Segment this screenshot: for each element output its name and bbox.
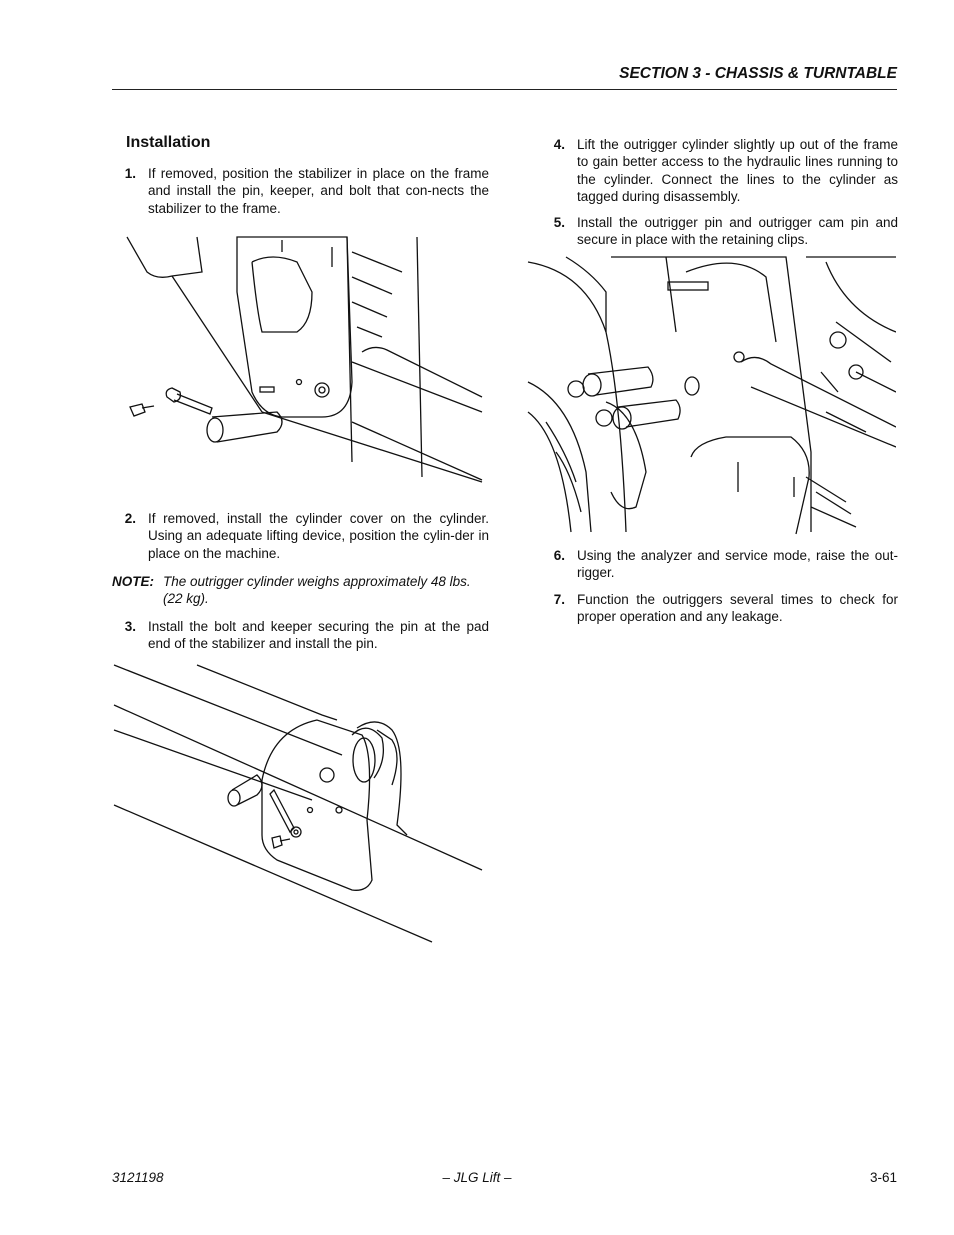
step-text: If removed, position the stabilizer in place on the frame and install the pin, keeper, and bolt that con-nects the stabilizer to the frame.	[148, 166, 489, 216]
step-1	[112, 165, 489, 217]
figure-pad-end-pin	[112, 660, 492, 945]
step-number: 2.	[124, 511, 136, 526]
figure-stabilizer-pin	[112, 232, 492, 492]
step-text: Lift the outrigger cylinder slightly up out of the frame to gain better access to the hydraulic lines running to the cylinder. Connect the lines to the cylinder as tagged during disassembly.	[577, 137, 898, 205]
step-number: 3.	[124, 619, 136, 634]
step-4	[541, 136, 898, 206]
footer-brand: – JLG Lift –	[442, 1170, 512, 1185]
step-number: 7.	[553, 592, 565, 607]
note-label: NOTE:	[112, 574, 154, 589]
step-6	[541, 547, 898, 582]
header-rule	[112, 89, 897, 90]
step-text: Install the bolt and keeper securing the pin at the pad end of the stabilizer and install the pin.	[148, 619, 489, 652]
step-number: 6.	[553, 548, 565, 563]
step-3	[112, 618, 489, 653]
step-5	[541, 214, 898, 249]
step-number: 1.	[124, 166, 136, 181]
step-7	[541, 591, 898, 626]
footer-page-number: 3-61	[869, 1170, 897, 1185]
installation-heading: Installation	[126, 134, 211, 151]
step-text: Using the analyzer and service mode, raise the out-rigger.	[577, 548, 898, 581]
section-title: SECTION 3 - CHASSIS & TURNTABLE	[619, 65, 897, 82]
note-text: The outrigger cylinder weighs approximately 48 lbs. (22 kg).	[163, 574, 471, 607]
figure-outrigger-pins	[526, 252, 896, 537]
step-text: Function the outriggers several times to check for proper operation and any leakage.	[577, 592, 898, 625]
step-2	[112, 510, 489, 562]
footer-doc-number: 3121198	[112, 1170, 164, 1185]
step-text: Install the outrigger pin and outrigger cam pin and secure in place with the retaining clips.	[577, 215, 898, 248]
step-number: 4.	[553, 137, 565, 152]
step-number: 5.	[553, 215, 565, 230]
step-text: If removed, install the cylinder cover on the cylinder. Using an adequate lifting device, position the cylin-der in place on the machine.	[148, 511, 489, 561]
note-cylinder-weight	[112, 573, 489, 608]
